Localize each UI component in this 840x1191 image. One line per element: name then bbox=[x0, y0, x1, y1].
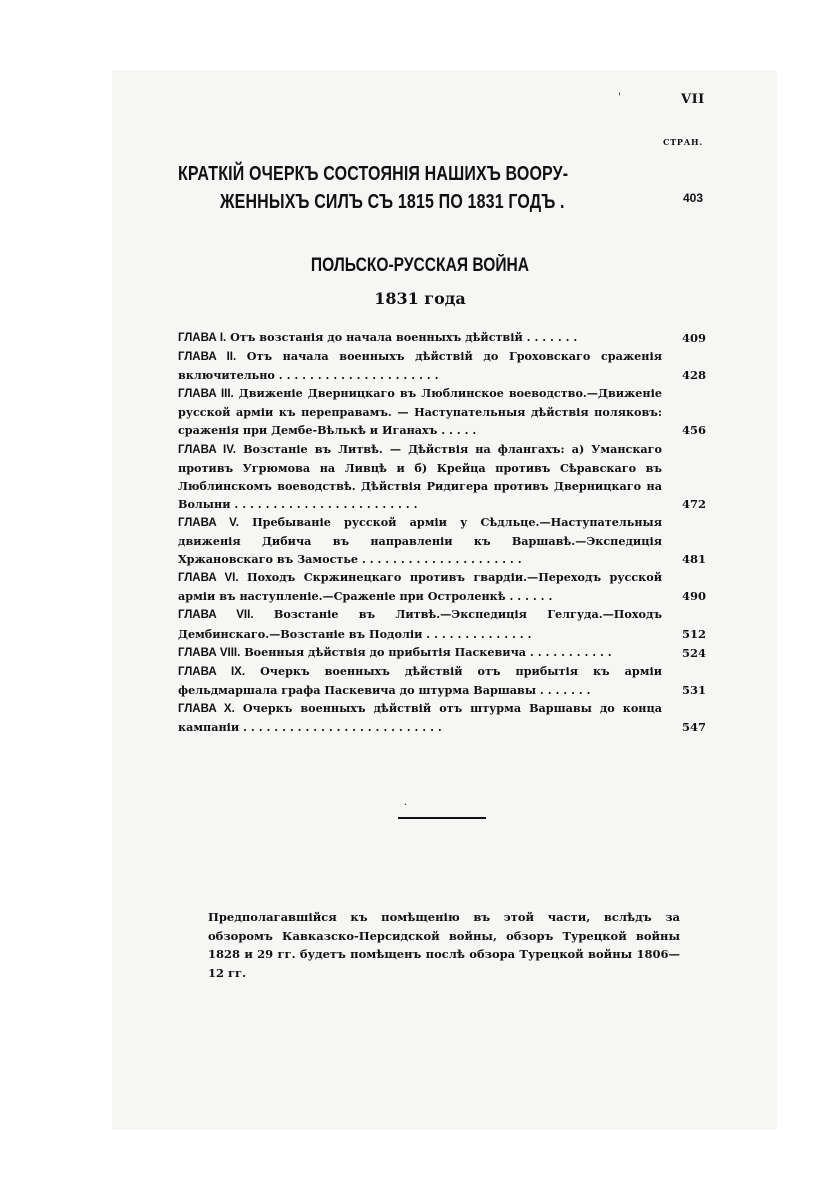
toc-entry: ГЛАВА VII. Возстаніе въ Литвѣ.—Экспедиція Гелгуда.—Походъ Дембинскаго.—Возстаніе въ Подоліи . . . . . . . . . . . . . . 512 bbox=[178, 605, 706, 642]
chapter-title: Очеркъ военныхъ дѣйствій отъ штурма Варшавы до конца кампаніи bbox=[178, 700, 662, 734]
chapter-title: Военныя дѣйствія до прибытія Паскевича bbox=[244, 644, 527, 659]
chapter-title: Отъ возстанія до начала военныхъ дѣйствій bbox=[230, 330, 523, 344]
chapter-label: ГЛАВА V. bbox=[178, 516, 239, 529]
footnote: Предполагавшійся къ помѣщенію въ этой части, вслѣдъ за обзоромъ Кавказско-Персидской войны, обзоръ Турецкой войны 1828 и 29 гг. будетъ помѣщенъ послѣ обзора Турецкой войны 1806—12 гг. bbox=[208, 910, 680, 980]
chapter-page: 428 bbox=[681, 368, 706, 383]
essay-title-line-1: КРАТКІЙ ОЧЕРКЪ СОСТОЯНІЯ НАШИХЪ ВООРУ- bbox=[178, 163, 569, 185]
toc-entry: ГЛАВА IX. Очеркъ военныхъ дѣйствій отъ прибытія къ арміи фельдмаршала графа Паскевича до штурма Варшавы . . . . . . . 531 bbox=[178, 662, 706, 699]
chapter-page: 524 bbox=[681, 645, 706, 660]
section-divider bbox=[398, 817, 486, 819]
chapter-page: 456 bbox=[681, 423, 706, 438]
chapter-title: Возстаніе въ Литвѣ. — Дѣйствія на флангахъ: а) Уманскаго противъ Угрюмова на Ливцѣ и б) Крейца противъ Сѣравскаго въ Люблинскомъ воеводствѣ. Дѣйствія Ридигера противъ Дверницкаго на Волыни bbox=[178, 441, 662, 511]
chapter-title: Движеніе Дверницкаго въ Люблинское воеводство.—Движеніе русской арміи къ переправамъ. — Наступательныя дѣйствія поляковъ: сраженія при Дембе-Вѣлькѣ и Иганахъ bbox=[178, 386, 662, 438]
chapter-title: Походъ Скржинецкаго противъ гвардіи.—Переходъ русской арміи въ наступленіе.—Сраженіе при Остроленкѣ bbox=[178, 570, 662, 604]
war-section-title: ПОЛЬСКО-РУССКАЯ ВОЙНА bbox=[310, 255, 530, 276]
toc-entry: ГЛАВА II. Отъ начала военныхъ дѣйствій до Гроховскаго сраженія включительно . . . . . . . . . . . . . . . . . . . . . 428 bbox=[178, 347, 706, 384]
chapter-title: Возстаніе въ Литвѣ.—Экспедиція Гелгуда.—Походъ Дембинскаго.—Возстаніе въ Подоліи bbox=[178, 607, 662, 641]
chapter-label: ГЛАВА VIII. bbox=[178, 646, 241, 659]
toc-entry: ГЛАВА III. Движеніе Дверницкаго въ Люблинское воеводство.—Движеніе русской арміи къ переправамъ. — Наступательныя дѣйствія поляковъ: сраженія при Дембе-Вѣлькѣ и Иганахъ . . . . . 456 bbox=[178, 384, 706, 439]
chapter-page: 531 bbox=[681, 682, 706, 697]
print-speck: · bbox=[404, 800, 408, 811]
chapter-label: ГЛАВА IX. bbox=[178, 665, 246, 678]
chapter-page: 481 bbox=[681, 552, 706, 567]
chapter-label: ГЛАВА IV. bbox=[178, 443, 236, 456]
chapter-label: ГЛАВА VI. bbox=[178, 572, 239, 585]
chapter-page: 490 bbox=[681, 589, 706, 604]
chapter-label: ГЛАВА VII. bbox=[178, 609, 254, 622]
chapter-page: 547 bbox=[681, 719, 706, 734]
page-number: VII bbox=[681, 92, 705, 107]
war-section-year: 1831 года bbox=[374, 289, 466, 308]
chapter-label: ГЛАВА II. bbox=[178, 351, 237, 364]
essay-title-line-2: ЖЕННЫХЪ СИЛЪ СЪ 1815 ПО 1831 ГОДЪ . bbox=[220, 191, 565, 213]
print-mark: ' bbox=[618, 92, 621, 103]
chapter-page: 409 bbox=[681, 331, 706, 345]
chapter-label: ГЛАВА III. bbox=[178, 388, 234, 401]
essay-heading bbox=[178, 160, 708, 216]
toc-entry: ГЛАВА IV. Возстаніе въ Литвѣ. — Дѣйствія на флангахъ: а) Уманскаго противъ Угрюмова на Ливцѣ и б) Крейца противъ Сѣравскаго въ Люблинскомъ воеводствѣ. Дѣйствія Ридигера противъ Дверницкаго на Волыни . . . . . . . . . . . . . . . . . . . . . . . . 472 bbox=[178, 440, 706, 513]
toc-entry: ГЛАВА V. Пребываніе русской арміи у Сѣдльце.—Наступательныя движенія Дибича въ направленіи къ Варшавѣ.—Экспедиція Хржановскаго въ Замостье . . . . . . . . . . . . . . . . . . . . . 481 bbox=[178, 513, 706, 568]
toc-entry: ГЛАВА VI. Походъ Скржинецкаго противъ гвардіи.—Переходъ русской арміи въ наступленіе.—Сраженіе при Остроленкѣ . . . . . . 490 bbox=[178, 568, 706, 605]
toc-entry: ГЛАВА X. Очеркъ военныхъ дѣйствій отъ штурма Варшавы до конца кампаніи . . . . . . . . . . . . . . . . . . . . . . . . . . 547 bbox=[178, 699, 706, 736]
toc-entry: ГЛАВА I. Отъ возстанія до начала военныхъ дѣйствій . . . . . . . 409 bbox=[178, 328, 706, 347]
chapter-page: 512 bbox=[681, 626, 706, 641]
chapter-title: Очеркъ военныхъ дѣйствій отъ прибытія къ арміи фельдмаршала графа Паскевича до штурма Варшавы bbox=[178, 663, 662, 697]
chapter-label: ГЛАВА X. bbox=[178, 702, 235, 715]
table-of-contents bbox=[178, 328, 706, 736]
page-column-header: СТРАН. bbox=[663, 137, 703, 147]
toc-entry: ГЛАВА VIII. Военныя дѣйствія до прибытія Паскевича . . . . . . . . . . . 524 bbox=[178, 643, 706, 662]
chapter-title: Отъ начала военныхъ дѣйствій до Гроховскаго сраженія включительно bbox=[178, 349, 662, 383]
chapter-page: 472 bbox=[681, 496, 706, 511]
chapter-label: ГЛАВА I. bbox=[178, 332, 227, 344]
essay-page-number: 403 bbox=[683, 191, 704, 205]
chapter-title: Пребываніе русской арміи у Сѣдльце.—Наступательныя движенія Дибича въ направленіи къ Варшавѣ.—Экспедиція Хржановскаго въ Замостье bbox=[178, 514, 662, 567]
